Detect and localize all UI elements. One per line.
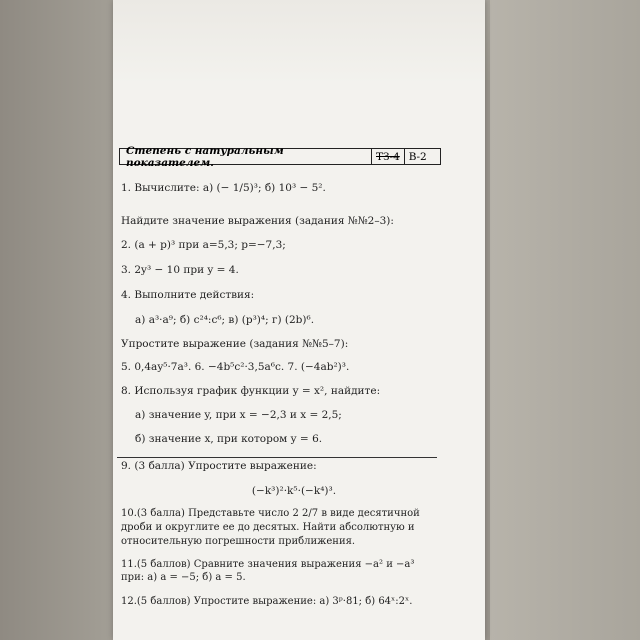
header-title: Степень с натуральным показателем.	[126, 144, 284, 169]
task-11-line-1: 11.(5 баллов) Сравните значения выражения −a² и −a³	[121, 559, 415, 570]
tasks-5-7-heading: Упростите выражение (задания №№5–7):	[121, 338, 349, 350]
worksheet-paper	[113, 0, 485, 640]
paper-shading	[113, 0, 485, 85]
task-9-expression: (−k³)²·k⁵·(−k⁴)³.	[251, 485, 337, 497]
worksheet-header	[119, 144, 441, 169]
task-11-line-2: при: а) a = −5; б) a = 5.	[121, 572, 246, 583]
task-8: 8. Используя график функции y = x², найдите:	[121, 385, 381, 397]
task-4: 4. Выполните действия:	[121, 289, 255, 301]
task-2: 2. (a + p)³ при a=5,3; p=−7,3;	[121, 239, 286, 251]
task-12: 12.(5 баллов) Упростите выражение: а) 3ᵖ·81; б) 64ˣ:2ˣ.	[121, 596, 413, 607]
header-code-test: ТЗ-4	[371, 149, 404, 164]
task-10-line-1: 10.(3 балла) Представьте число 2 2/7 в виде десятичной	[121, 508, 420, 519]
divider-line	[117, 457, 437, 458]
background-right	[490, 0, 640, 640]
header-code-variant: В-2	[404, 149, 431, 164]
task-10-line-2: дроби и округлите ее до десятых. Найти абсолютную и	[121, 522, 415, 533]
task-8b: б) значение x, при котором y = 6.	[135, 433, 323, 445]
background-left	[0, 0, 115, 640]
task-9: 9. (3 балла) Упростите выражение:	[121, 460, 317, 472]
task-10-line-3: относительную погрешности приближения.	[121, 536, 356, 547]
task-3: 3. 2y³ − 10 при y = 4.	[121, 264, 239, 276]
tasks-5-7: 5. 0,4ay⁵·7a³. 6. −4b⁵c²·3,5a⁶c. 7. (−4ab²)³.	[121, 361, 350, 373]
task-8a: а) значение y, при x = −2,3 и x = 2,5;	[135, 409, 342, 421]
task-4-items: а) a³·a⁹; б) c²⁴:c⁶; в) (p³)⁴; г) (2b)⁶.	[135, 314, 315, 326]
task-1: 1. Вычислите: а) (− 1/5)³; б) 10³ − 5².	[121, 182, 326, 194]
tasks-2-3-heading: Найдите значение выражения (задания №№2–3):	[121, 215, 394, 227]
